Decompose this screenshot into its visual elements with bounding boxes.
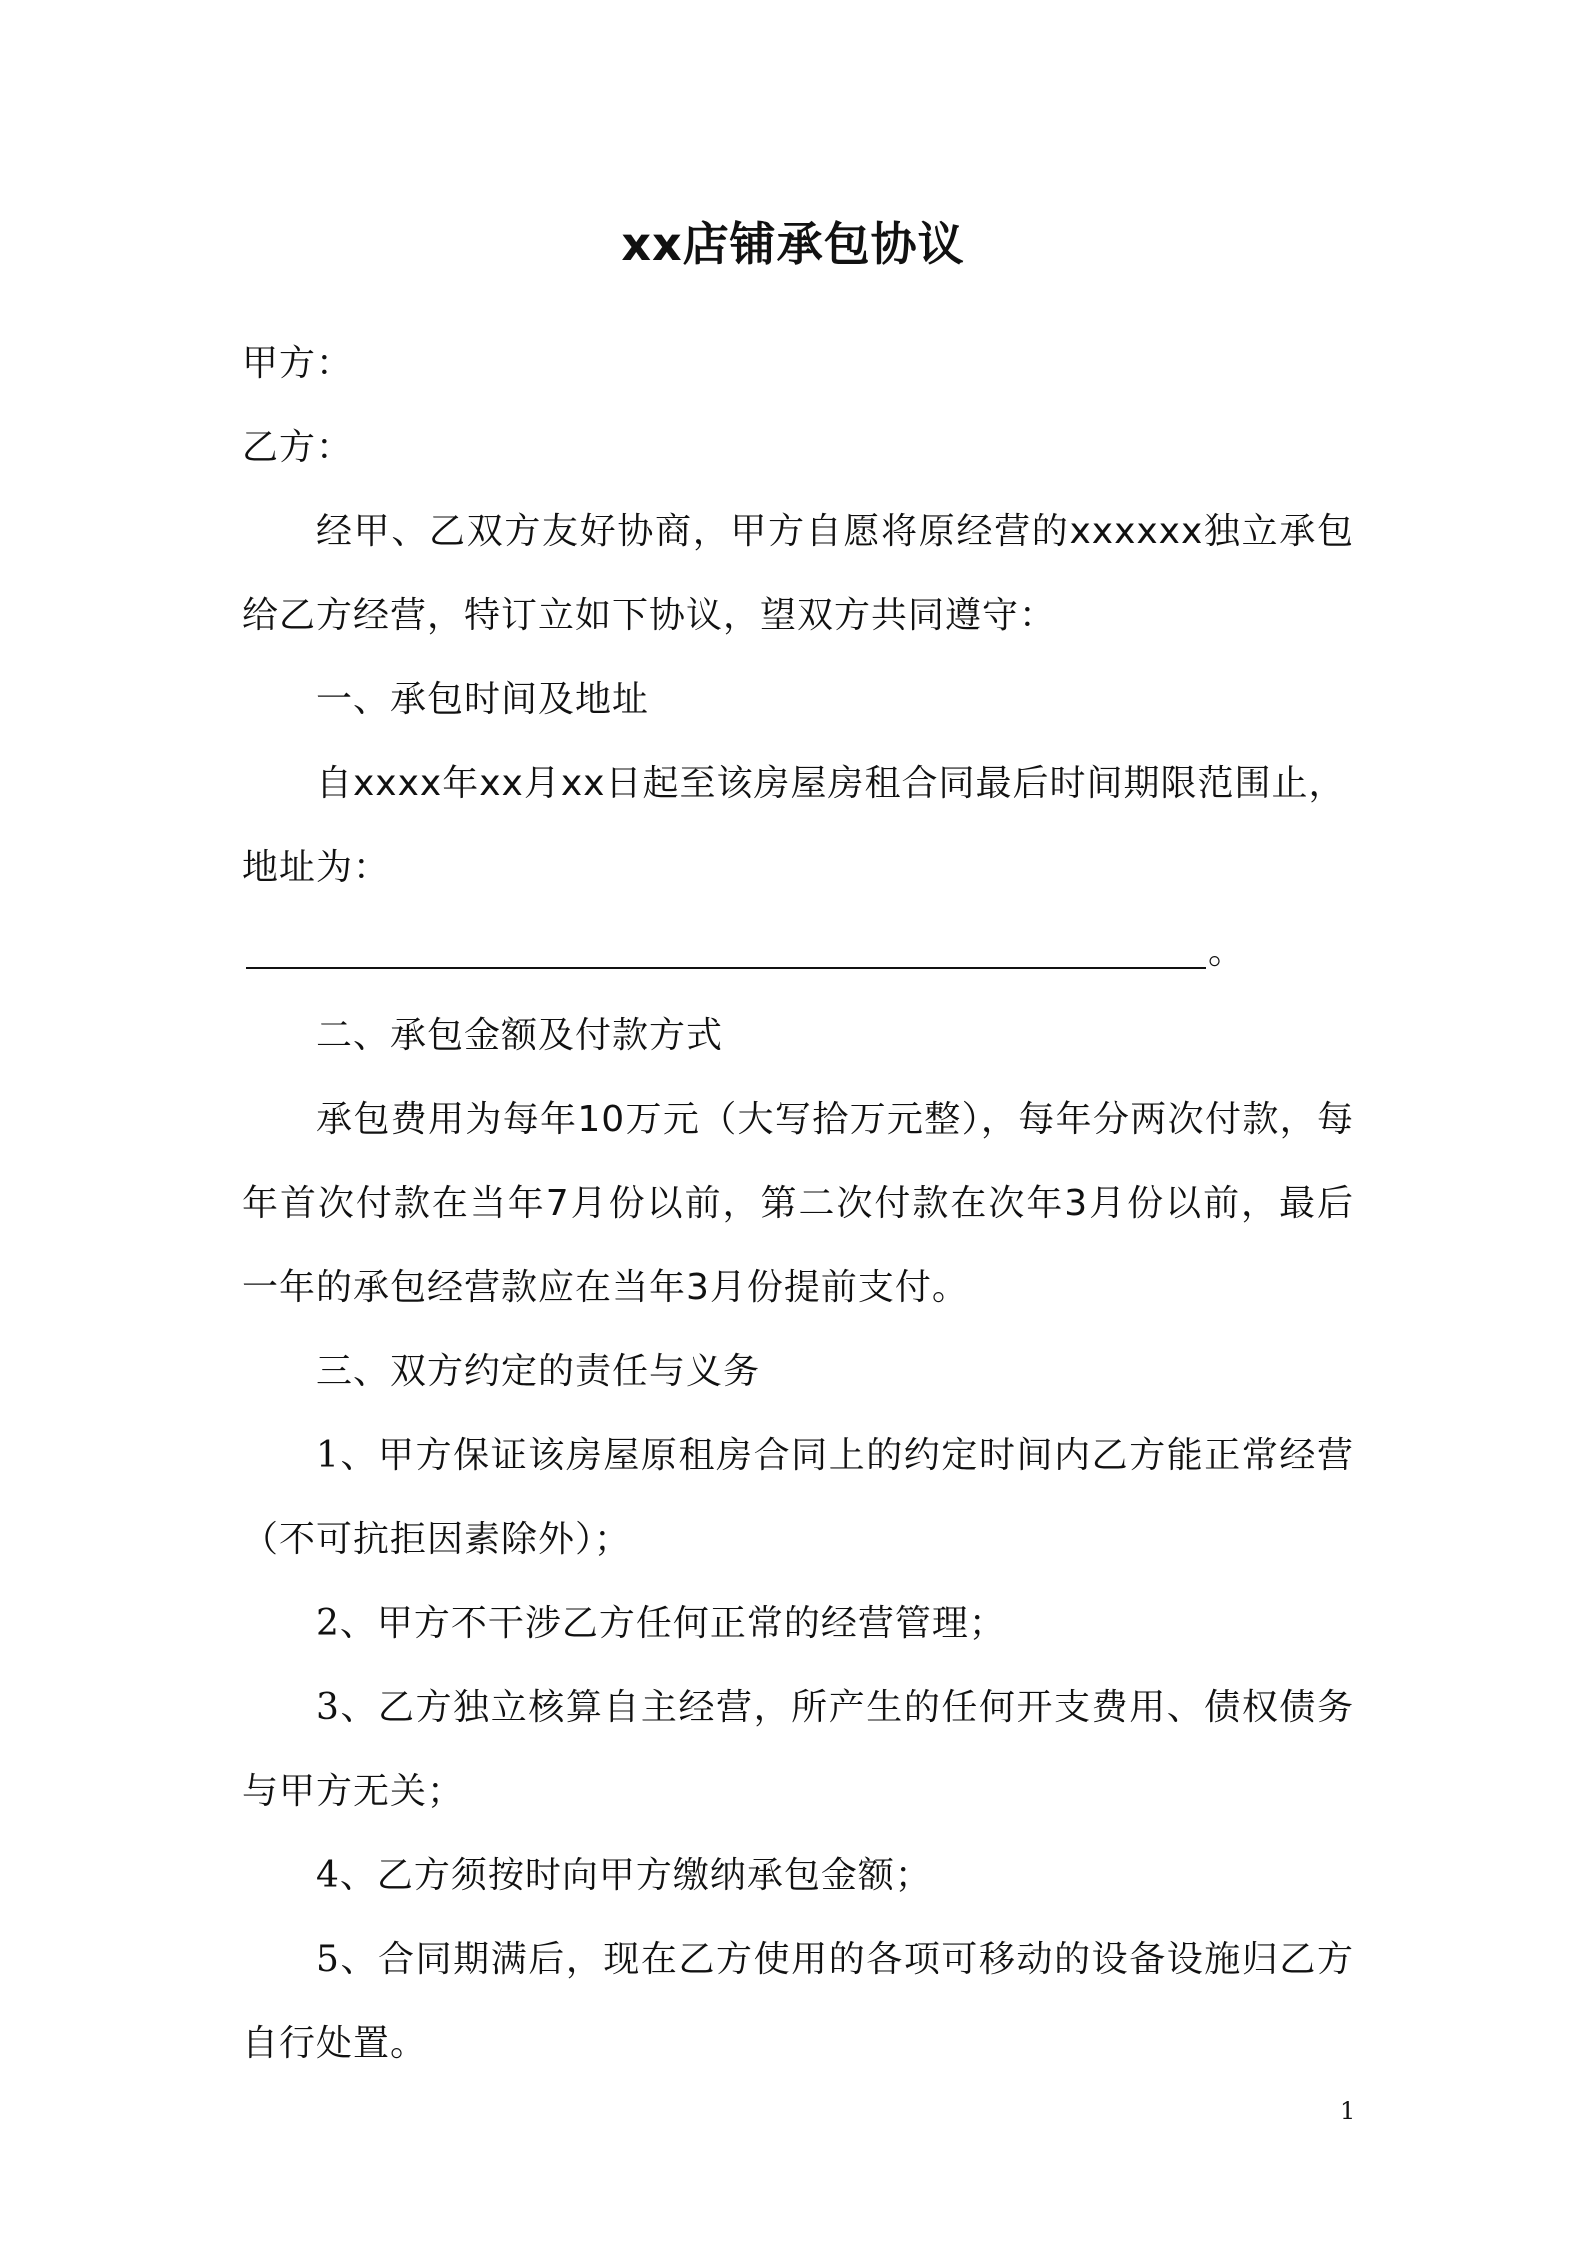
obligation-item	[242, 1666, 1354, 1834]
item-number: 5	[316, 1939, 340, 1980]
party-a-line: 甲方：	[242, 343, 354, 384]
section-1-text: 自xxxx年xx月xx日起至该房屋房租合同最后时间期限范围止，	[316, 763, 1346, 804]
item-number: 1	[316, 1435, 340, 1476]
item-text: 甲方不干涉乙方任何正常的经营管理；	[376, 1603, 1006, 1644]
intro-paragraph: 经甲、乙双方友好协商，甲方自愿将原经营的xxxxxx独立承包给乙方经营，特订立如下协议，望双方共同遵守：	[242, 511, 1354, 636]
address-end-mark: 。	[1208, 931, 1246, 972]
section-2-heading: 二、承包金额及付款方式	[316, 1015, 724, 1056]
section-3-heading: 三、双方约定的责任与义务	[316, 1351, 761, 1392]
item-separator: 、	[339, 1603, 377, 1644]
item-text: 甲方保证该房屋原租房合同上的约定时间内乙方能正常经营（不可抗拒因素除外）；	[242, 1435, 1354, 1560]
item-separator: 、	[339, 1939, 379, 1980]
item-number: 3	[316, 1687, 340, 1728]
item-separator: 、	[339, 1435, 379, 1476]
item-number: 4	[316, 1855, 340, 1896]
document-title: xx店铺承包协议	[621, 217, 965, 271]
obligation-item	[242, 1834, 1354, 1918]
section-1-heading: 一、承包时间及地址	[316, 679, 650, 720]
address-line	[242, 826, 1354, 994]
obligation-item	[242, 1918, 1354, 2086]
item-text: 合同期满后，现在乙方使用的各项可移动的设备设施归乙方自行处置。	[242, 1939, 1354, 2064]
item-separator: 、	[339, 1687, 379, 1728]
address-blank-underline	[246, 927, 1206, 969]
obligation-item	[242, 1414, 1354, 1582]
page-number: 1	[1340, 2097, 1356, 2125]
document-body	[242, 322, 1354, 2086]
section-2-text: 承包费用为每年10万元（大写拾万元整），每年分两次付款，每年首次付款在当年7月份以前，第二次付款在次年3月份以前，最后一年的承包经营款应在当年3月份提前支付。	[242, 1099, 1354, 1308]
item-separator: 、	[339, 1855, 377, 1896]
item-text: 乙方独立核算自主经营，所产生的任何开支费用、债权债务与甲方无关；	[242, 1687, 1354, 1812]
party-b-line: 乙方：	[242, 427, 354, 468]
obligation-item	[242, 1582, 1354, 1666]
item-number: 2	[316, 1603, 340, 1644]
address-label: 地址为：	[242, 847, 391, 888]
item-text: 乙方须按时向甲方缴纳承包金额；	[376, 1855, 932, 1896]
